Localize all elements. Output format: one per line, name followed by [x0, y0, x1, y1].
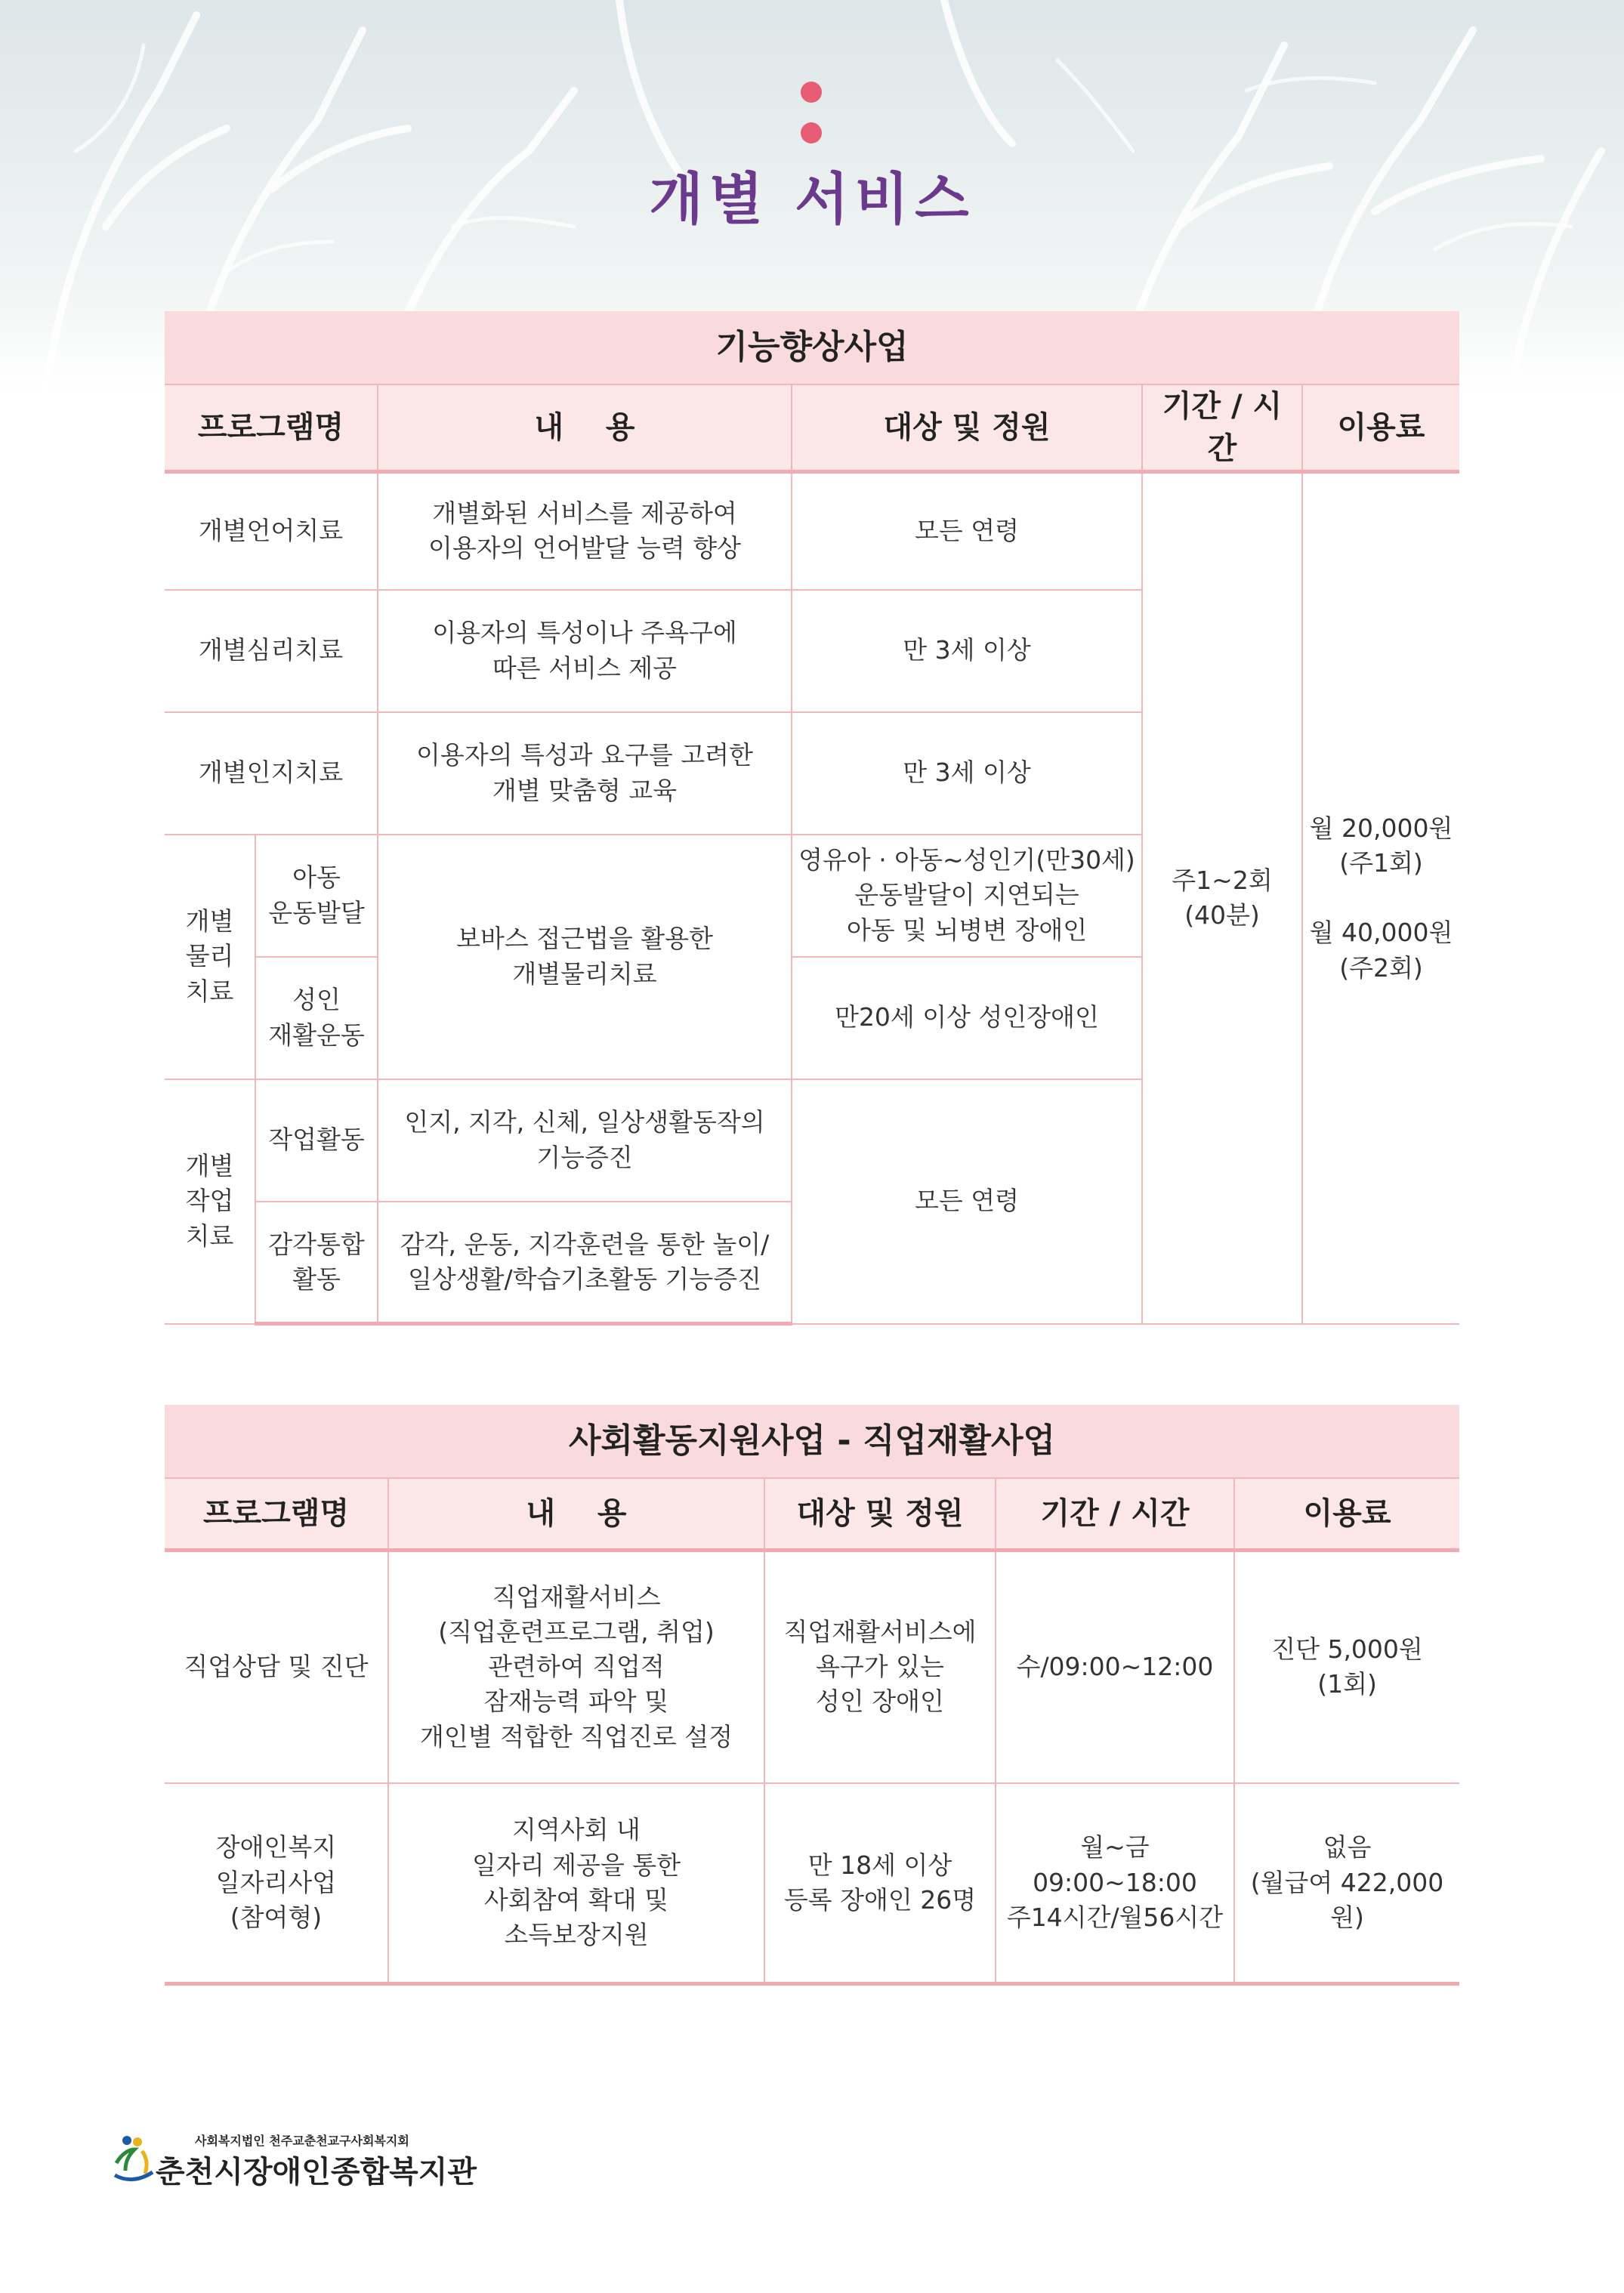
program-fee: 없음 (월급여 422,000원) — [1234, 1783, 1459, 1984]
program-subname: 아동 운동발달 — [255, 835, 378, 957]
program-target: 만 3세 이상 — [792, 712, 1142, 835]
program-target: 영유아 · 아동~성인기(만30세) 운동발달이 지연되는 아동 및 뇌병변 장애인 — [792, 835, 1142, 957]
header-target: 대상 및 정원 — [764, 1478, 996, 1551]
org-subtitle: 사회복지법인 천주교춘천교구사회복지회 — [195, 2134, 409, 2148]
header-target: 대상 및 정원 — [792, 384, 1142, 472]
program-name: 개별인지치료 — [165, 712, 378, 835]
program-target: 만 18세 이상 등록 장애인 26명 — [764, 1783, 996, 1984]
program-group-physical: 개별 물리 치료 — [165, 835, 255, 1079]
header-program: 프로그램명 — [165, 1478, 388, 1551]
header-period: 기간 / 시간 — [1142, 384, 1302, 472]
header-period: 기간 / 시간 — [996, 1478, 1234, 1551]
program-period: 주1~2회 (40분) — [1142, 472, 1302, 1324]
program-subname: 성인 재활운동 — [255, 957, 378, 1079]
program-content: 보바스 접근법을 활용한 개별물리치료 — [378, 835, 792, 1079]
program-subname: 작업활동 — [255, 1079, 378, 1202]
title-dot — [801, 122, 822, 144]
program-target: 직업재활서비스에 욕구가 있는 성인 장애인 — [764, 1551, 996, 1783]
program-period: 수/09:00~12:00 — [996, 1551, 1234, 1783]
header-content: 내 용 — [378, 384, 792, 472]
program-name: 직업상담 및 진단 — [165, 1551, 388, 1783]
program-content: 개별화된 서비스를 제공하여 이용자의 언어발달 능력 향상 — [378, 472, 792, 590]
title-dots — [801, 82, 823, 163]
table-row — [165, 1551, 1459, 1783]
vocational-rehab-table — [165, 1405, 1459, 1986]
header-content: 내 용 — [388, 1478, 764, 1551]
section-title: 기능향상사업 — [165, 311, 1459, 384]
program-name: 개별심리치료 — [165, 590, 378, 712]
header-fee: 이용료 — [1302, 384, 1459, 472]
program-name: 개별언어치료 — [165, 472, 378, 590]
program-content: 인지, 지각, 신체, 일상생활동작의 기능증진 — [378, 1079, 792, 1202]
program-target: 모든 연령 — [792, 472, 1142, 590]
program-target: 모든 연령 — [792, 1079, 1142, 1324]
program-target: 만20세 이상 성인장애인 — [792, 957, 1142, 1079]
program-target: 만 3세 이상 — [792, 590, 1142, 712]
page-title: 개별 서비스 — [649, 167, 975, 232]
program-content: 감각, 운동, 지각훈련을 통한 놀이/ 일상생활/학습기초활동 기능증진 — [378, 1202, 792, 1324]
org-name: 춘천시장애인종합복지관 — [156, 2155, 477, 2190]
title-dot — [801, 82, 822, 103]
header-program: 프로그램명 — [165, 384, 378, 472]
org-logo — [112, 2128, 477, 2196]
table-row — [165, 472, 1459, 590]
program-subname: 감각통합 활동 — [255, 1202, 378, 1324]
program-name: 장애인복지 일자리사업 (참여형) — [165, 1783, 388, 1984]
welfare-center-logo-icon — [112, 2133, 156, 2186]
program-fee: 진단 5,000원 (1회) — [1234, 1551, 1459, 1783]
program-content: 지역사회 내 일자리 제공을 통한 사회참여 확대 및 소득보장지원 — [388, 1783, 764, 1984]
table-row — [165, 1783, 1459, 1984]
function-improvement-table — [165, 311, 1459, 1325]
section-title: 사회활동지원사업 - 직업재활사업 — [165, 1405, 1459, 1478]
program-content: 이용자의 특성이나 주욕구에 따른 서비스 제공 — [378, 590, 792, 712]
program-period: 월~금 09:00~18:00 주14시간/월56시간 — [996, 1783, 1234, 1984]
program-group-occupational: 개별 작업 치료 — [165, 1079, 255, 1324]
program-content: 이용자의 특성과 요구를 고려한 개별 맞춤형 교육 — [378, 712, 792, 835]
program-content: 직업재활서비스 (직업훈련프로그램, 취업) 관련하여 직업적 잠재능력 파악 및 개인별 적합한 직업진로 설정 — [388, 1551, 764, 1783]
program-fee: 월 20,000원 (주1회) 월 40,000원 (주2회) — [1302, 472, 1459, 1324]
header-fee: 이용료 — [1234, 1478, 1459, 1551]
